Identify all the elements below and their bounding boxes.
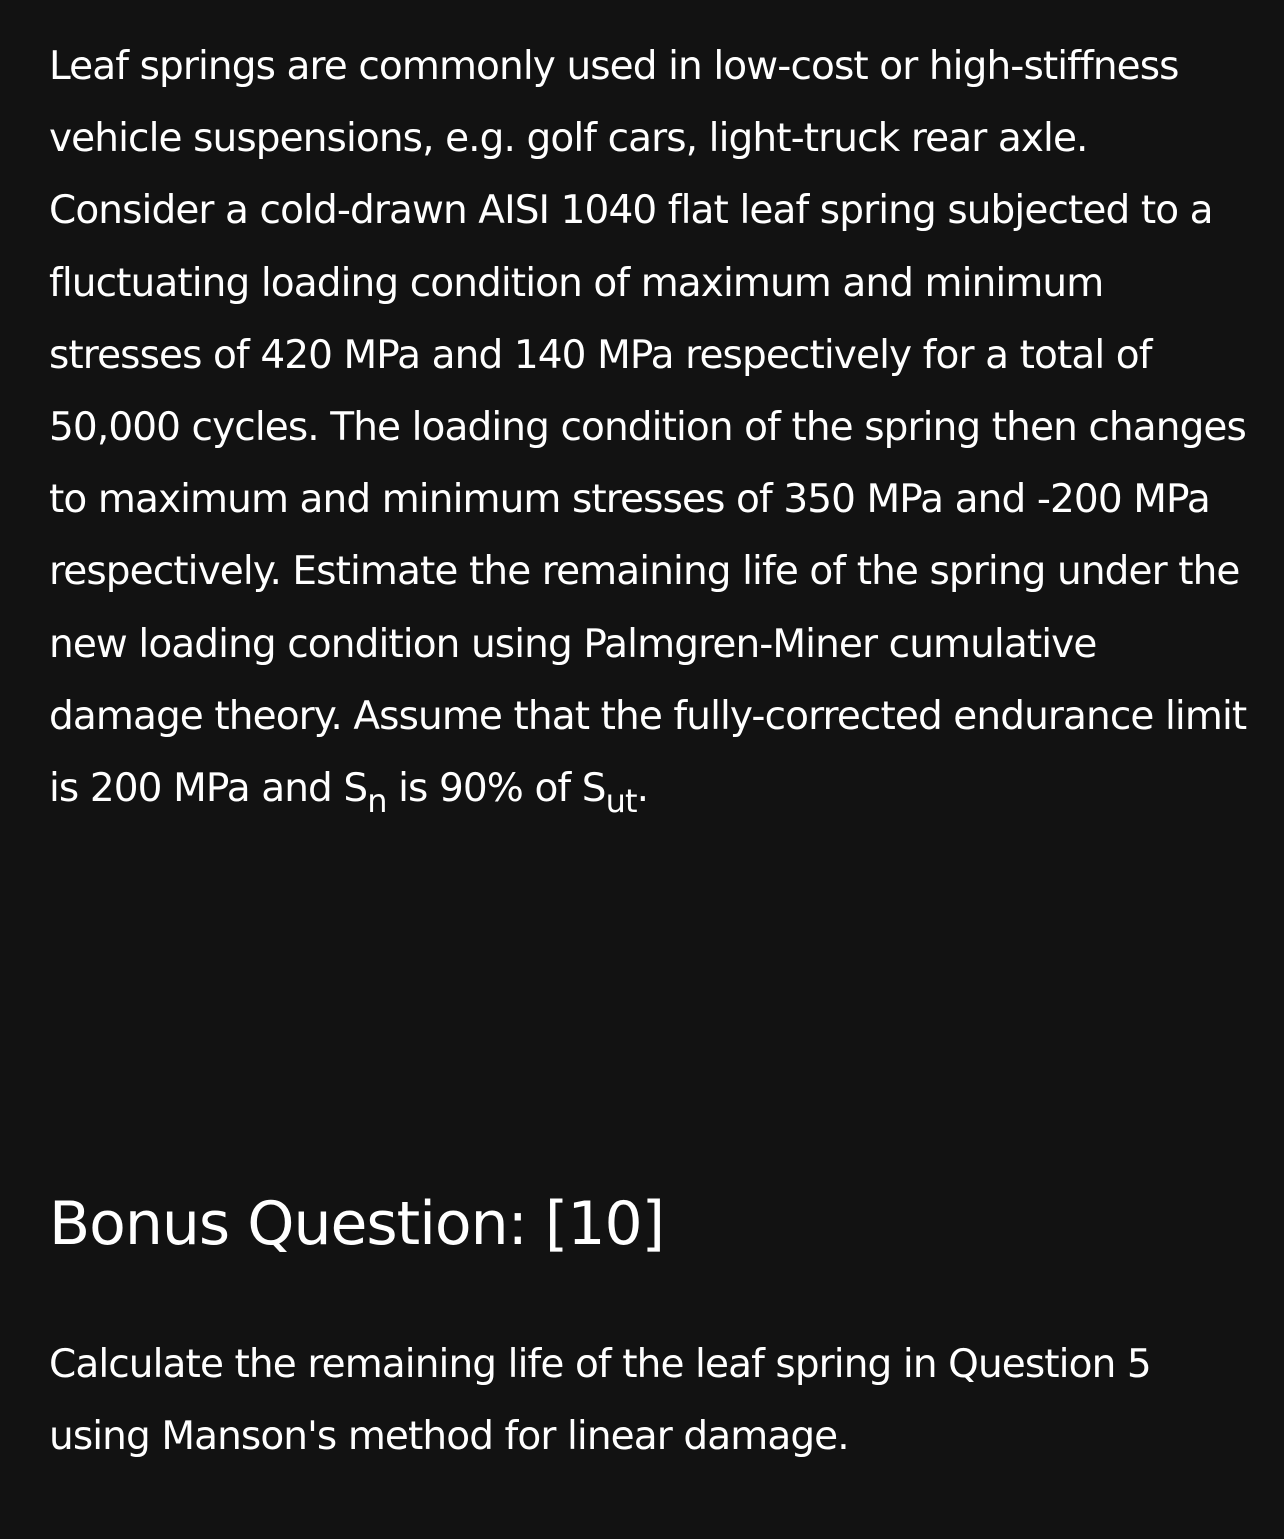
subscript-n: n (367, 782, 387, 821)
question-paragraph (49, 31, 1254, 825)
bonus-heading: Bonus Question: [10] (49, 1189, 665, 1259)
question-text-main: Leaf springs are commonly used in low-cost or high-stiffness vehicle suspensions, e.g. golf cars, light-truck rear axle. Consider a cold-drawn AISI 1040 flat leaf spring subjected to a fluctuating loading condition of maximum and minimum stresses of 420 MPa and 140 MPa respectively for a total of 50,000 cycles. The loading condition of the spring then changes to maximum and minimum stresses of 350 MPa and -200 MPa respectively. Estimate the remaining life of the spring under the new loading condition using Palmgren-Miner cumulative damage theory. Assume that the fully-corrected endurance limit is 200 MPa and S (49, 44, 1247, 812)
question-text-end: . (636, 766, 649, 812)
subscript-ut: ut (605, 782, 637, 821)
bonus-paragraph: Calculate the remaining life of the leaf spring in Question 5 using Manson's method for linear damage. (49, 1342, 1151, 1459)
question-content (49, 31, 1254, 1459)
question-text-mid: is 90% of S (386, 766, 606, 812)
